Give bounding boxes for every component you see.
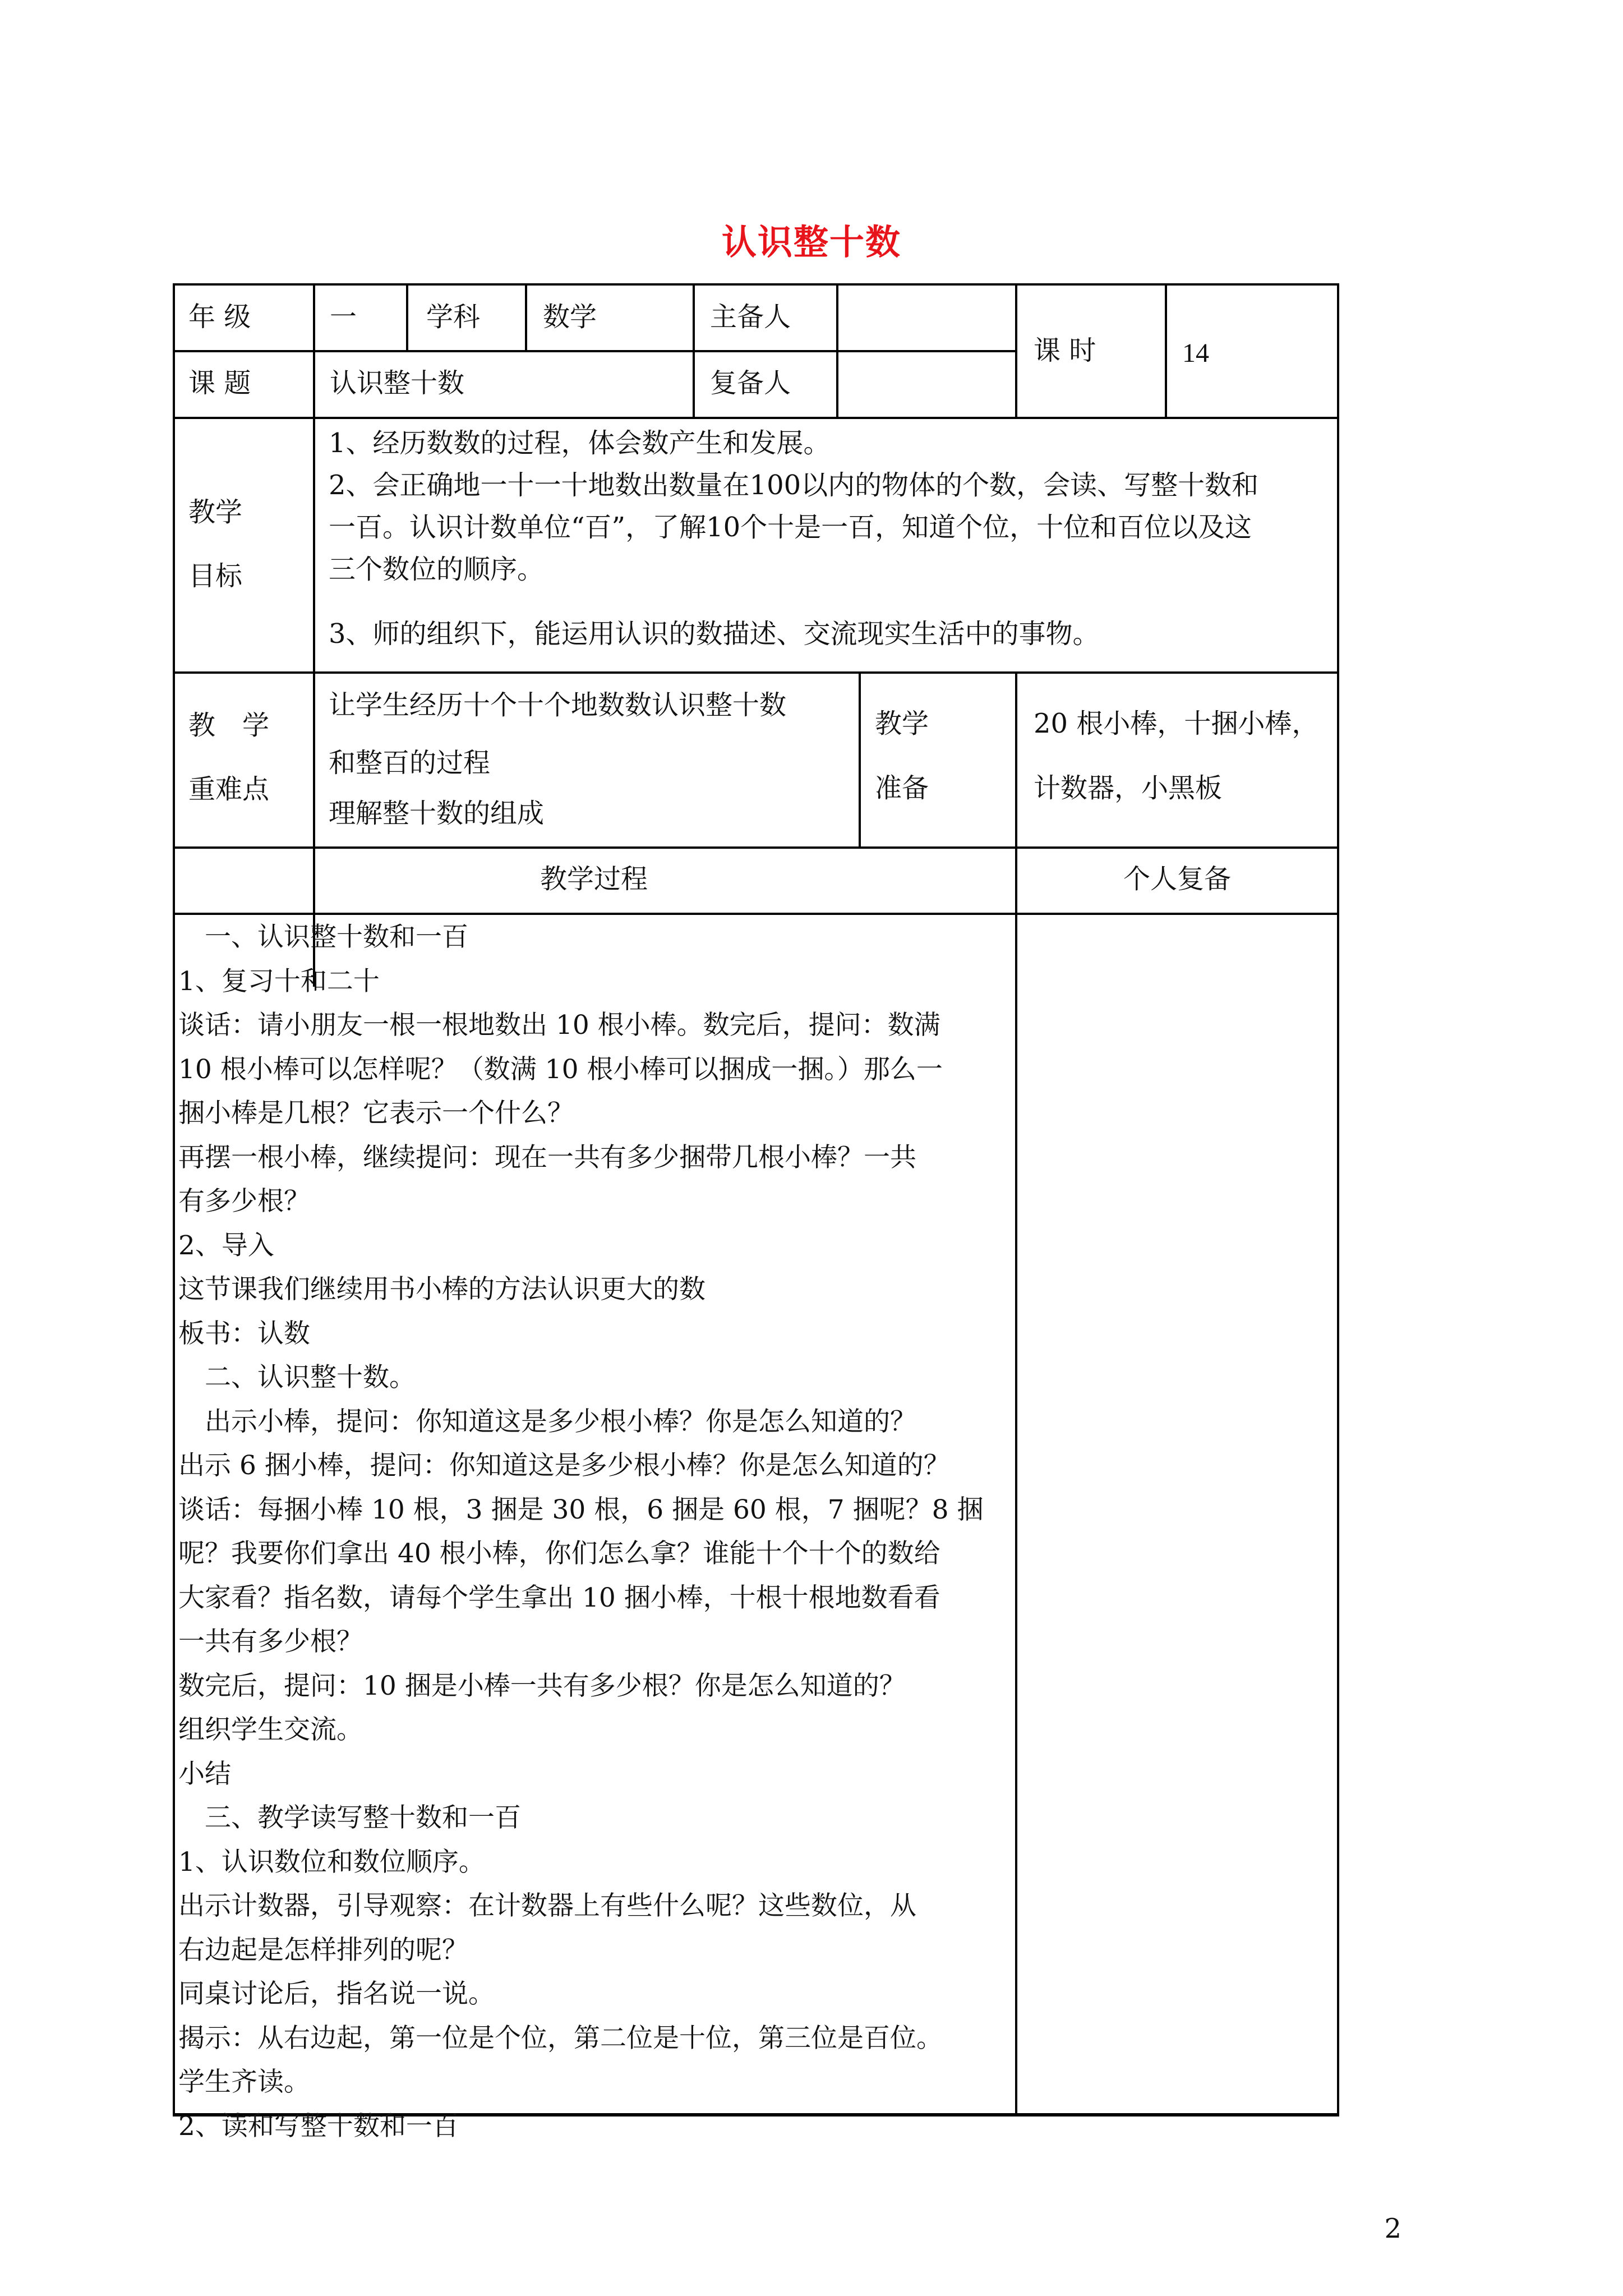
process-line: 数完后，提问：10 捆是小棒一共有多少根？你是怎么知道的？ (178, 1670, 906, 1701)
main-preparer-label: 主备人 (710, 301, 791, 333)
process-line: 组织学生交流。 (178, 1714, 363, 1745)
table-rule (525, 283, 527, 350)
table-rule (406, 283, 408, 350)
document-title: 认识整十数 (721, 222, 901, 263)
table-rule (1015, 283, 1017, 417)
key-points-text (329, 676, 786, 836)
process-line: 1、认识数位和数位顺序。 (178, 1846, 485, 1878)
key-point-line: 和整百的过程 (329, 747, 491, 779)
table-rule (313, 283, 315, 417)
process-line: 这节课我们继续用书小棒的方法认识更大的数 (178, 1274, 706, 1305)
preparation-label: 教学 (875, 708, 929, 739)
preparation-line: 20 根小棒，十捆小棒， (1034, 708, 1319, 739)
table-rule (693, 283, 695, 417)
table-rule (1165, 283, 1167, 417)
process-line: 谈话：请小朋友一根一根地数出 10 根小棒。数完后，提问：数满 (178, 1010, 940, 1041)
process-line: 一、认识整十数和一百 (178, 922, 468, 953)
page-number: 2 (1384, 2213, 1401, 2244)
table-rule (859, 671, 861, 846)
co-preparer-label: 复备人 (710, 367, 791, 399)
subject-value: 数学 (543, 301, 597, 333)
objective-item: 1、经历数数的过程，体会数产生和发展。 (329, 427, 831, 459)
topic-label: 课 题 (188, 367, 251, 399)
process-line: 小结 (178, 1758, 231, 1789)
process-line: 2、导入 (178, 1230, 274, 1261)
table-rule (173, 350, 1017, 352)
process-line: 10 根小棒可以怎样呢？（数满 10 根小棒可以捆成一捆。）那么一 (178, 1053, 943, 1085)
process-line: 有多少根？ (178, 1186, 310, 1217)
table-rule (173, 913, 1339, 915)
table-border (173, 283, 175, 2115)
subject-label: 学科 (426, 301, 481, 333)
key-points-label: 重难点 (188, 774, 270, 805)
preparation-line: 计数器，小黑板 (1034, 772, 1223, 804)
process-line: 1、复习十和二十 (178, 965, 380, 997)
objectives-list (329, 422, 1258, 655)
lesson-plan-table (173, 283, 1339, 2142)
key-point-line: 让学生经历十个十个地数数认识整十数 (329, 689, 787, 721)
topic-value: 认识整十数 (330, 367, 465, 399)
table-border (1337, 283, 1339, 2115)
period-value: 14 (1182, 338, 1209, 368)
process-line: 捆小棒是几根？它表示一个什么？ (178, 1098, 574, 1129)
teaching-process-text (178, 915, 983, 2148)
preparation-label: 准备 (875, 772, 929, 804)
grade-value: 一 (330, 301, 357, 333)
process-line: 板书：认数 (178, 1318, 310, 1349)
objective-item (329, 591, 1258, 613)
objective-item: 三个数位的顺序。 (329, 554, 545, 585)
process-line: 2、读和写整十数和一百 (178, 2110, 459, 2142)
objective-item: 2、会正确地一十一十地数出数量在100以内的物体的个数，会读、写整十数和 (329, 470, 1259, 501)
process-line: 出示小棒，提问：你知道这是多少根小棒？你是怎么知道的？ (178, 1406, 916, 1437)
process-line: 出示计数器，引导观察：在计数器上有些什么呢？这些数位，从 (178, 1890, 916, 1921)
key-points-label: 教 学 (188, 710, 270, 741)
process-line: 一共有多少根？ (178, 1626, 363, 1657)
table-rule (173, 846, 1339, 849)
process-line: 呢？我要你们拿出 40 根小棒，你们怎么拿？谁能十个十个的数给 (178, 1538, 940, 1569)
period-label: 课 时 (1034, 335, 1096, 366)
table-rule (173, 671, 1339, 674)
table-rule (173, 417, 1339, 419)
process-line: 三、教学读写整十数和一百 (178, 1802, 521, 1833)
process-header: 教学过程 (540, 863, 648, 895)
objectives-label: 目标 (188, 560, 243, 592)
objective-item: 一百。认识计数单位“百”，了解10个十是一百，知道个位，十位和百位以及这 (329, 512, 1252, 543)
process-line: 出示 6 捆小棒，提问：你知道这是多少根小棒？你是怎么知道的？ (178, 1450, 950, 1481)
process-line: 再摆一根小棒，继续提问：现在一共有多少捆带几根小棒？一共 (178, 1142, 916, 1173)
objectives-label: 教学 (188, 496, 243, 528)
personal-review-header: 个人复备 (1123, 863, 1231, 895)
table-rule (836, 283, 838, 417)
process-line: 同桌讨论后，指名说一说。 (178, 1978, 495, 2009)
process-line: 右边起是怎样排列的呢？ (178, 1934, 468, 1966)
process-line: 二、认识整十数。 (178, 1362, 416, 1393)
process-line: 大家看？指名数，请每个学生拿出 10 捆小棒，十根十根地数看看 (178, 1582, 940, 1613)
table-border (173, 283, 1339, 286)
objective-item: 3、师的组织下，能运用认识的数描述、交流现实生活中的事物。 (329, 618, 1100, 650)
key-point-line: 理解整十数的组成 (329, 798, 545, 829)
table-rule (313, 417, 315, 987)
process-line: 谈话：每捆小棒 10 根，3 捆是 30 根，6 捆是 60 根，7 捆呢？8 捆 (178, 1494, 984, 1525)
process-line: 揭示：从右边起，第一位是个位，第二位是十位，第三位是百位。 (178, 2022, 943, 2054)
process-line: 学生齐读。 (178, 2067, 310, 2097)
grade-label: 年 级 (188, 301, 251, 333)
